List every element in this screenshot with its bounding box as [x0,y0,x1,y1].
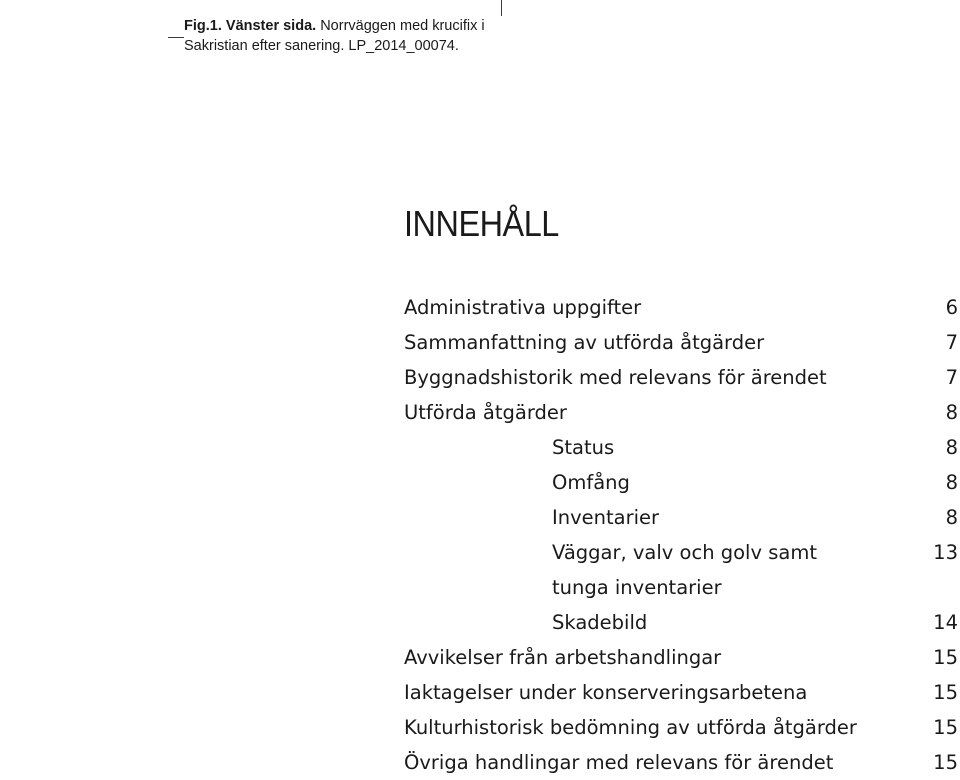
toc-subentry[interactable] [404,535,960,605]
toc-entry-label: Övriga handlingar med relevans för ärendet [404,751,834,774]
toc-entry-page: 15 [933,646,958,669]
toc-subentry[interactable] [404,605,960,640]
toc-entry-page: 7 [945,331,958,354]
toc-entry[interactable] [404,290,960,325]
toc-entry-label: Administrativa uppgifter [404,296,642,319]
toc-entry-page: 8 [945,436,958,459]
toc-entry-page: 6 [945,296,958,319]
figure-label: Fig.1. Vänster sida. [184,18,317,34]
toc-entry-label: Iaktagelser under konserveringsarbetena [404,681,808,704]
toc-entry[interactable] [404,640,960,675]
toc-entry-label: Sammanfattning av utförda åtgärder [404,331,765,354]
toc-entry-page: 8 [945,471,958,494]
toc-subentry[interactable] [404,430,960,465]
figure-caption [184,16,508,56]
toc-entry-page: 8 [945,401,958,424]
toc-entry-page: 15 [933,681,958,704]
toc-entry-label: Inventarier [552,506,660,529]
table-of-contents [404,290,960,780]
toc-entry[interactable] [404,395,960,430]
toc-entry-label: Skadebild [552,611,648,634]
toc-entry[interactable] [404,360,960,395]
toc-entry-page: 7 [945,366,958,389]
toc-entry-page: 8 [945,506,958,529]
toc-entry[interactable] [404,675,960,710]
toc-entry-label: Utförda åtgärder [404,401,567,424]
toc-entry-page: 14 [933,611,958,634]
toc-subentry[interactable] [404,500,960,535]
figure-caption-text: Norrväggen med krucifix i Sakristian efter sanering. LP_2014_00074. [184,18,485,54]
toc-entry-page: 15 [933,751,958,774]
toc-entry-label: Omfång [552,471,630,494]
toc-entry-label: Kulturhistorisk bedömning av utförda åtgärder [404,716,857,739]
toc-entry[interactable] [404,325,960,360]
toc-entry[interactable] [404,710,960,745]
toc-entry-page: 13 [933,541,958,564]
toc-subentry[interactable] [404,465,960,500]
toc-entry-label: Avvikelser från arbetshandlingar [404,646,722,669]
toc-entry-label: Status [552,436,615,459]
toc-entry-label: Väggar, valv och golv samt tunga inventarier [552,541,817,599]
toc-entry-page: 15 [933,716,958,739]
page-title: INNEHÅLL [404,203,559,244]
toc-entry-label: Byggnadshistorik med relevans för ärendet [404,366,827,389]
